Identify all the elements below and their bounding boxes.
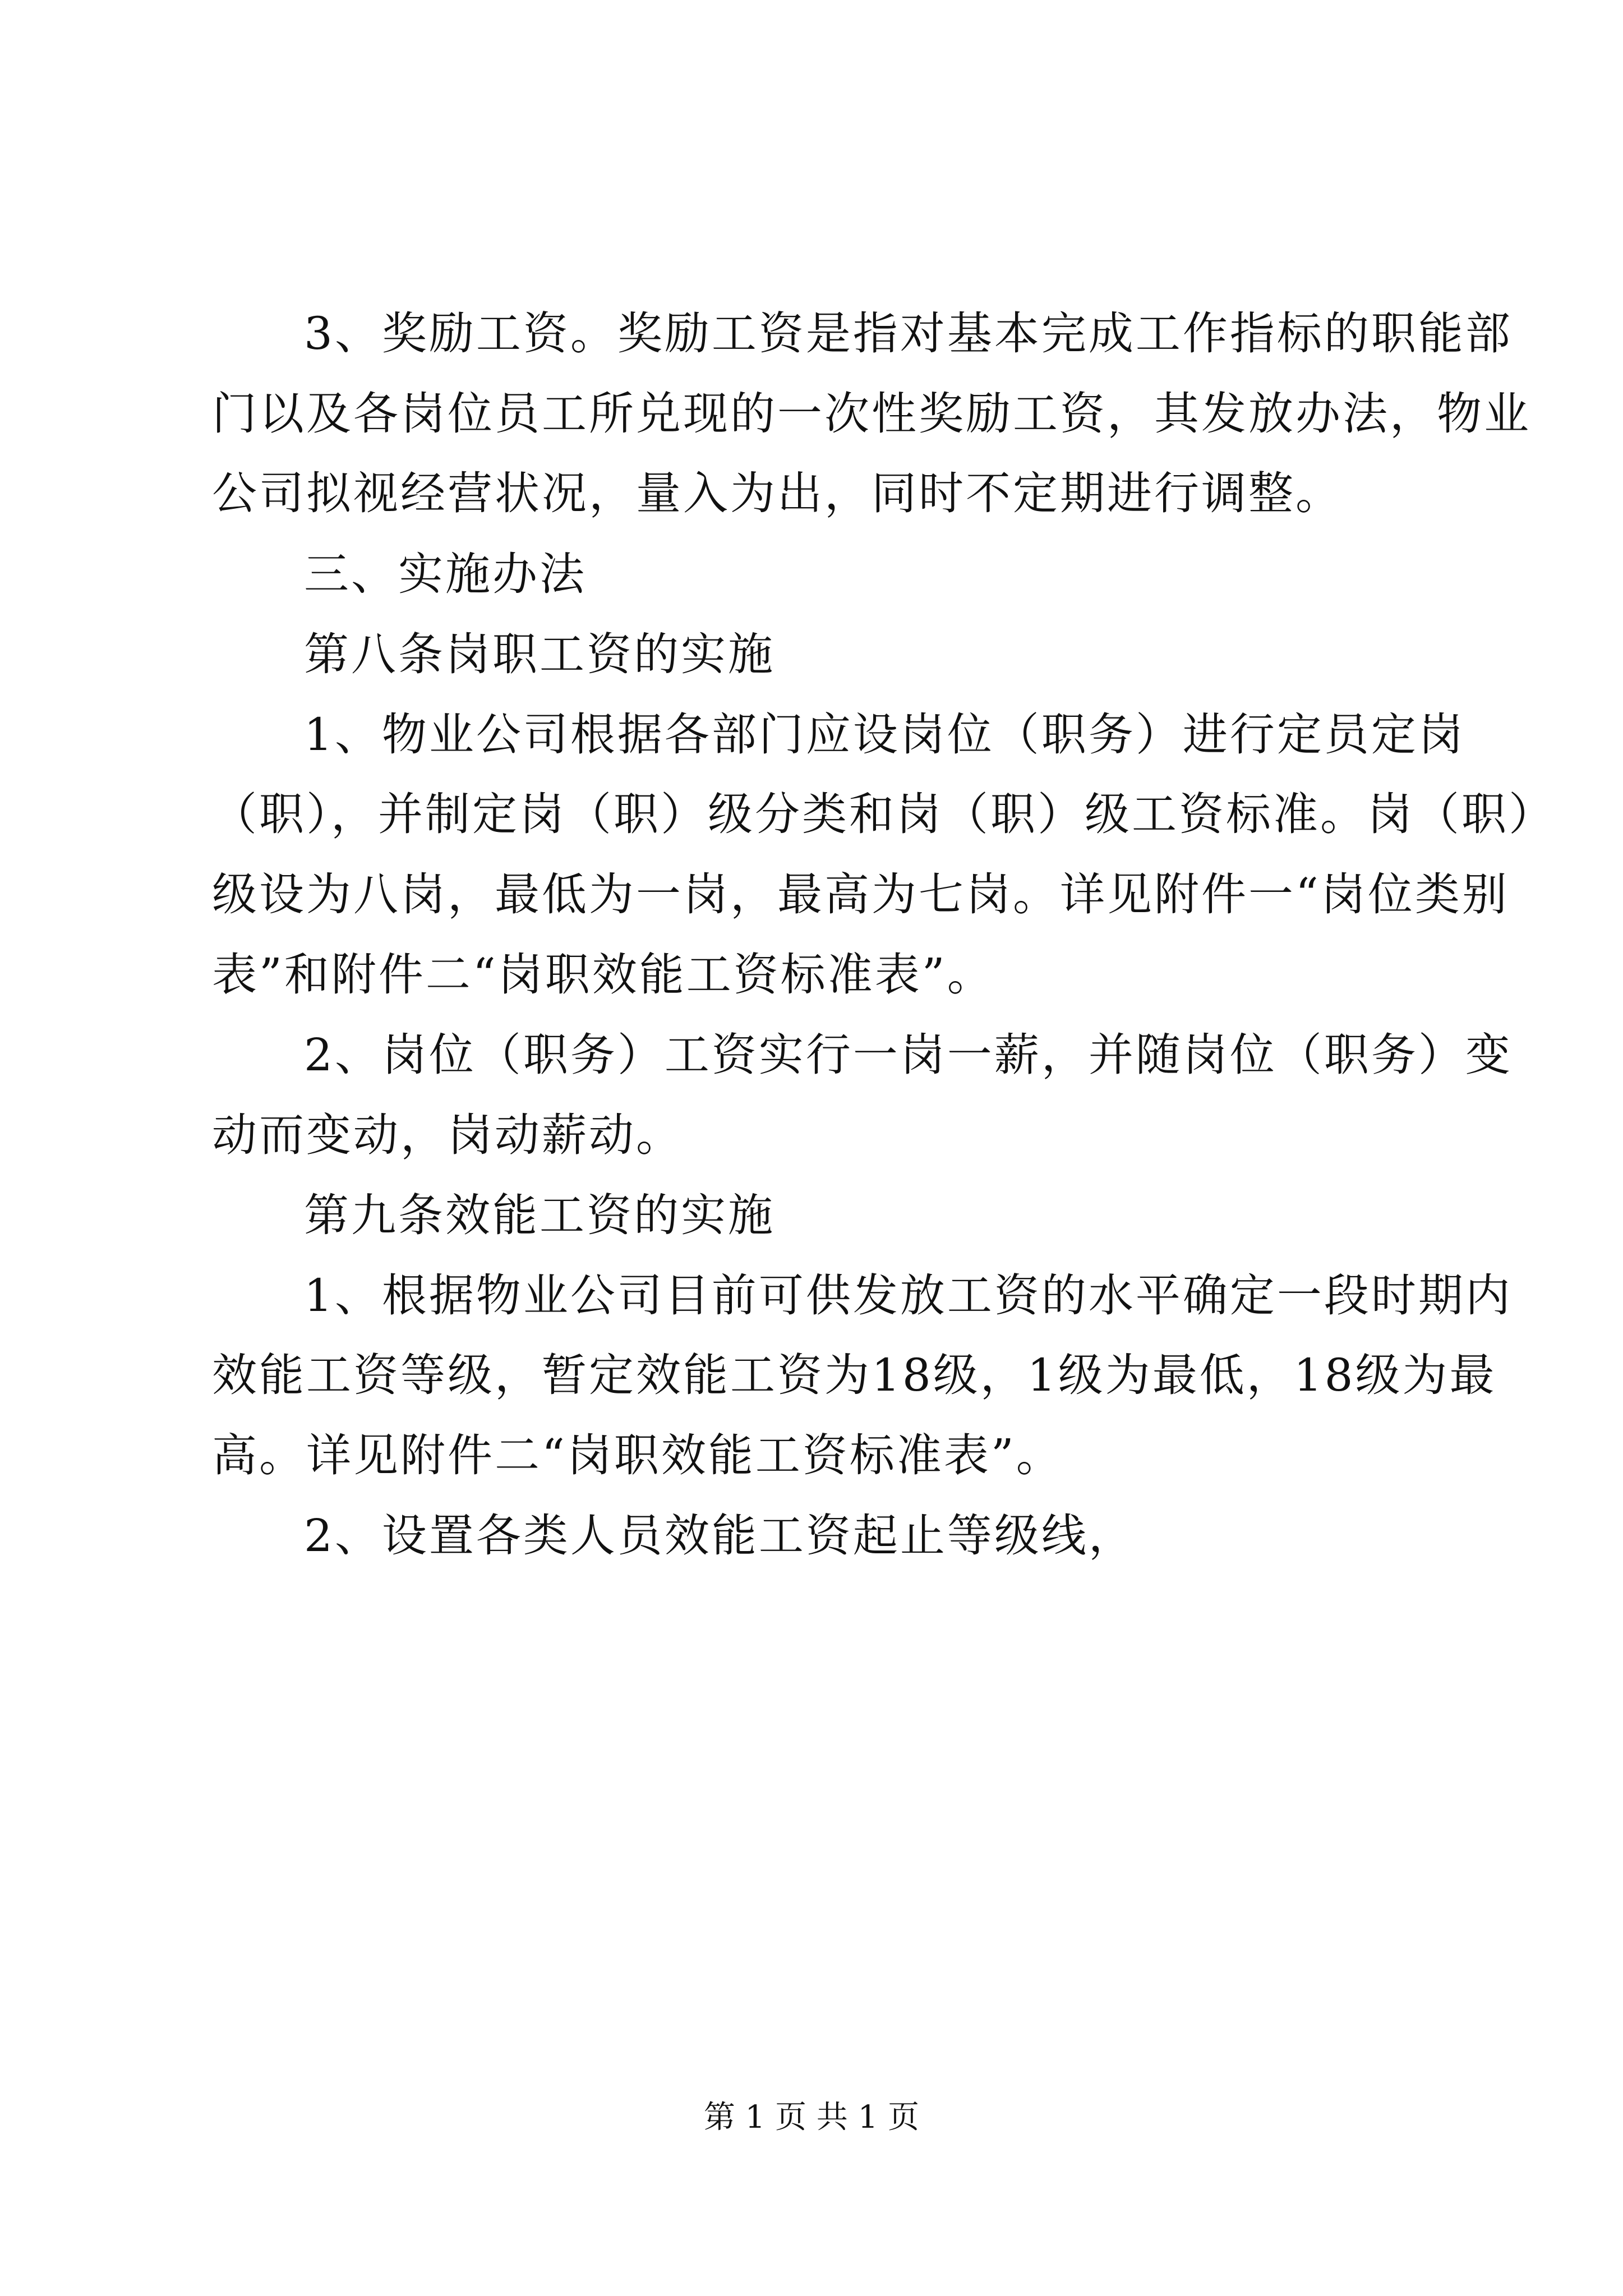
section-heading: 三、实施办法 bbox=[304, 548, 587, 600]
text-line: 2、设置各类人员效能工资起止等级线， bbox=[304, 1510, 1136, 1562]
text-line: 3、奖励工资。奖励工资是指对基本完成工作指标的职能部 bbox=[304, 307, 1513, 360]
text-line: 门以及各岗位员工所兑现的一次性奖励工资，其发放办法，物业 bbox=[212, 388, 1531, 440]
text-line: 表”和附件二“岗职效能工资标准表”。 bbox=[212, 949, 994, 1001]
text-line: 高。详见附件二“岗职效能工资标准表”。 bbox=[212, 1429, 1063, 1481]
text-line: 2、岗位（职务）工资实行一岗一薪，并随岗位（职务）变 bbox=[304, 1029, 1513, 1081]
text-line: 1、物业公司根据各部门应设岗位（职务）进行定员定岗 bbox=[304, 708, 1465, 761]
text-line: 1、根据物业公司目前可供发放工资的水平确定一段时期内 bbox=[304, 1269, 1513, 1322]
text-line: 级设为八岗，最低为一岗，最高为七岗。详见附件一“岗位类别 bbox=[212, 868, 1509, 921]
text-line: （职），并制定岗（职）级分类和岗（职）级工资标准。岗（职） bbox=[212, 788, 1556, 840]
article-heading: 第九条效能工资的实施 bbox=[304, 1189, 775, 1241]
page-number-footer: 第 1 页 共 1 页 bbox=[703, 2099, 920, 2136]
text-line: 公司拟视经营状况，量入为出，同时不定期进行调整。 bbox=[212, 467, 1343, 519]
text-line: 效能工资等级，暂定效能工资为18级，1级为最低，18级为最 bbox=[212, 1349, 1497, 1401]
text-line: 动而变动，岗动薪动。 bbox=[212, 1109, 683, 1161]
article-heading: 第八条岗职工资的实施 bbox=[304, 628, 775, 680]
